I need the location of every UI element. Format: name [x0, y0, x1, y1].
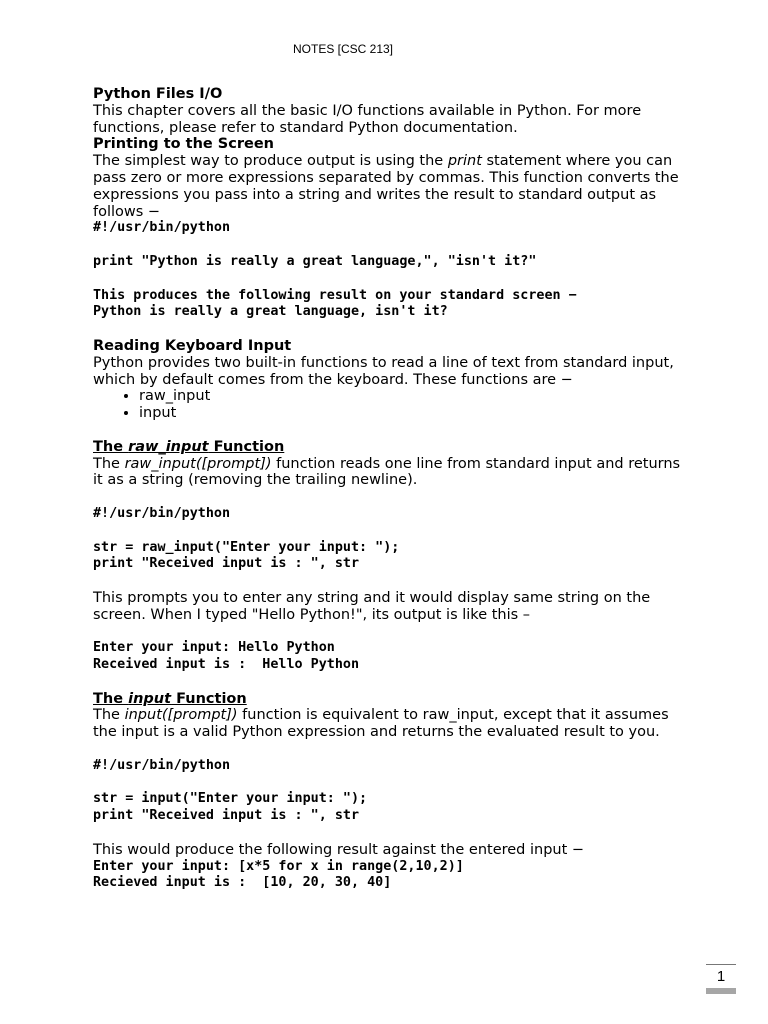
paragraph-raw-input-output: This prompts you to enter any string and it would display same string on the screen. When I typed "Hello Python!", its output is like this – [93, 589, 651, 623]
code-line: print "Received input is : ", str [93, 808, 360, 824]
text-segment: function is equivalent to raw_input, except that it assumes the input is a valid Python expression and returns the evaluated result to you. [93, 707, 669, 741]
text-segment: The [93, 455, 125, 472]
paragraph-files-io: This chapter covers all the basic I/O functions available in Python. For more functions, please refer to standard Python documentation. [93, 102, 642, 136]
code-line: This produces the following result on your standard screen − [93, 287, 577, 303]
page-header: NOTES [CSC 213] [292, 42, 394, 56]
section-heading-printing: Printing to the Screen [93, 136, 274, 153]
paragraph-printing [93, 153, 693, 220]
code-line: print "Python is really a great language,", "isn't it?" [93, 253, 537, 269]
section-heading-files-io: Python Files I/O [93, 86, 223, 102]
code-line: #!/usr/bin/python [93, 757, 231, 773]
text-segment: Function [208, 438, 285, 455]
emphasis-input-prompt: input([prompt]) [124, 707, 238, 724]
text-segment: The [93, 707, 125, 724]
document-body [93, 86, 693, 892]
text-segment: statement where you can pass zero or more expressions separated by commas. This function converts the expressions you pass into a string and writes the result to standard output as follows − [93, 153, 679, 220]
page-number-rule [706, 964, 736, 965]
emphasis-raw-input: raw_input [128, 438, 209, 455]
output-line: Received input is : Hello Python [93, 657, 360, 673]
paragraph-input-output: This would produce the following result against the entered input − [93, 841, 585, 858]
paragraph-input [93, 707, 693, 741]
page-number-bar [706, 988, 736, 994]
text-segment: The [93, 690, 129, 707]
code-line: #!/usr/bin/python [93, 505, 231, 521]
list-item: • raw_input [139, 388, 693, 405]
text-segment: Function [171, 690, 247, 707]
section-heading-input [93, 691, 693, 708]
code-line: Python is really a great language, isn't it? [93, 304, 448, 320]
output-line: Recieved input is : [10, 20, 30, 40] [93, 875, 392, 891]
code-line: #!/usr/bin/python [93, 220, 231, 236]
page-number-box [706, 964, 736, 994]
output-line: Enter your input: Hello Python [93, 640, 335, 656]
emphasis-input: input [128, 690, 172, 707]
output-line: Enter your input: [x*5 for x in range(2,10,2)] [93, 858, 464, 874]
list-item: • input [139, 405, 693, 422]
text-segment: The simplest way to produce output is using the [93, 153, 448, 170]
emphasis-print: print [447, 153, 482, 170]
function-list [93, 388, 693, 422]
code-line: print "Received input is : ", str [93, 556, 360, 572]
code-line: str = raw_input("Enter your input: "); [93, 539, 400, 555]
code-line: str = input("Enter your input: "); [93, 791, 368, 807]
text-segment: The [93, 438, 129, 455]
section-heading-keyboard: Reading Keyboard Input [93, 337, 292, 354]
paragraph-raw-input [93, 456, 693, 490]
text-segment: function reads one line from standard input and returns it as a string (removing the trailing newline). [93, 455, 681, 489]
paragraph-keyboard: Python provides two built-in functions to read a line of text from standard input, which by default comes from the keyboard. These functions are − [93, 354, 674, 388]
emphasis-raw-input-prompt: raw_input([prompt]) [124, 455, 272, 472]
section-heading-raw-input [93, 439, 693, 456]
page-number: 1 [716, 968, 726, 985]
